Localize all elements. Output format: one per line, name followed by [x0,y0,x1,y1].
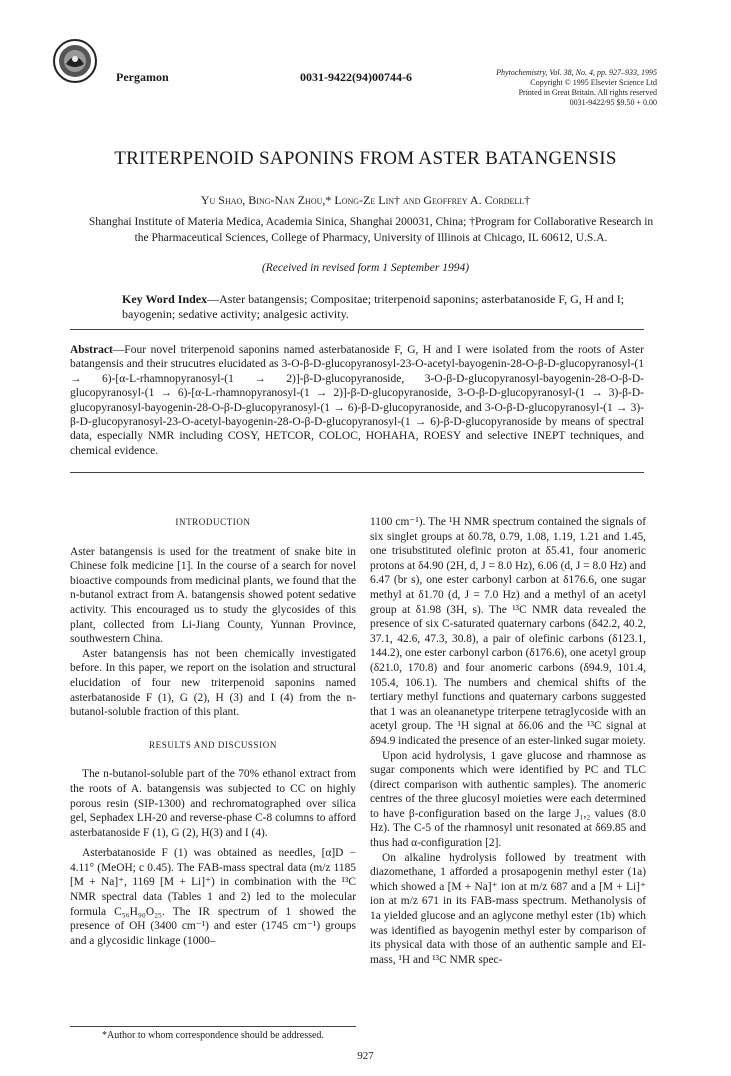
journal-price: 0031-9422/95 $9.50 + 0.00 [569,98,657,107]
journal-citation: Phytochemistry, Vol. 38, No. 4, pp. 927–933, 1995 [496,68,657,77]
doi-code: 0031-9422(94)00744-6 [300,70,412,84]
pergamon-logo [52,38,98,84]
right-paragraph-1: 1100 cm⁻¹). The ¹H NMR spectrum contained the signals of six singlet groups at δ0.78, 0.79, 1.08, 1.19, 1.21 and 1.45, one trisubstituted olefinic proton at δ5.41, four anomeric protons at δ4.90 (2H, d, J = 8.0 Hz), 6.06 (d, J = 8.0 Hz) and 6.47 (br s), one ester carbonyl carbon at δ176.6, one sugar methyl at δ1.70 (d, J = 7.0 Hz) and a methyl of an acetyl group at δ1.98 (3H, s). The ¹³C NMR data revealed the presence of six C-saturated quaternary carbons (δ42.2, 40.2, 37.1, 42.6, 47.3, 30.8), a pair of olefinic carbons (δ123.1, 144.2), one ester carbonyl carbon (δ176.6), one acetyl group (δ21.0, 170.8) and four anomeric carbons (δ94.9, 101.4, 105.4, 106.1). The numbers and chemical shifts of the tertiary methyl functions and quaternary carbons suggested that 1 was an oleananetype triterpene tetraglycoside with an acetyl group. The ¹H signal at δ6.06 and the ¹³C signal at δ94.9 indicated the presence of an ester-linked sugar moiety. [370,516,646,747]
affiliation: Shanghai Institute of Materia Medica, Academia Sinica, Shanghai 200031, China; †Program for Collaborative Research in the Pharmaceutical Sciences, College of Pharmacy, University of Illinois at Chicago, IL 60612, U.S.A. [88,216,654,244]
article-title: TRITERPENOID SAPONINS FROM ASTER BATANGENSIS [114,148,617,169]
introduction-heading: INTRODUCTION [175,517,251,527]
keywords-label: Key Word Index [122,292,208,306]
abstract-label: Abstract [70,344,113,356]
abstract-top-rule [70,329,644,330]
received-date: (Received in revised form 1 September 1994) [261,262,470,274]
abstract [70,343,644,458]
footnote: *Author to whom correspondence should be addressed. [102,1030,324,1041]
author-list: Yu Shao, Bing-Nan Zhou,* Long-Ze Lin† and Geoffrey A. Cordell† [200,193,531,207]
footnote-rule [70,1026,356,1027]
journal-info [437,68,657,108]
abstract-bottom-rule [70,472,644,473]
publisher-name: Pergamon [116,70,169,84]
right-paragraph-2: Upon acid hydrolysis, 1 gave glucose and rhamnose as sugar components which were identified by PC and TLC (direct comparison with authentic samples). The anomeric centres of the three glucosyl moieties were each determined to have β-configuration based on the large J₁,₂ values (8.0 Hz). The C-5 of the rhamnosyl unit resonated at δ69.85 and thus had α-configuration [2]. [370,749,646,850]
right-paragraph-3: On alkaline hydrolysis followed by treatment with diazomethane, 1 afforded a prosapogenin methyl ester (1a) which showed a [M + Na]⁺ ion at m/z 687 and a [M + Li]⁺ ion at m/z 671 in its FAB-mass spectrum. Methanolysis of 1a yielded glucose and an aglycone methyl ester (1b) which was identified as bayogenin methyl ester by comparison of its physical data with those of an authentic sample and EI-mass, ¹H and ¹³C NMR spec- [370,851,646,966]
left-column [70,515,356,948]
results-heading: RESULTS AND DISCUSSION [149,739,277,750]
page-number: 927 [357,1050,374,1062]
results-paragraph-2: Asterbatanoside F (1) was obtained as needles, [α]D − 4.11° (MeOH; c 0.45). The FAB-mass spectral data (m/z 1185 [M + Na]⁺, 1169 [M + Li]⁺) in combination with the ¹³C NMR spectral data (Tables 1 and 2) led to the molecular formula C₅₆H₉₀O₂₅. The IR spectrum of 1 showed the presence of OH (3400 cm⁻¹) and ester (1745 cm⁻¹) groups and a glycosidic linkage (1000– [70,847,356,947]
journal-copyright: Copyright © 1995 Elsevier Science Ltd [530,78,657,87]
results-paragraph-1: The n-butanol-soluble part of the 70% ethanol extract from the roots of A. batangensis was subjected to CC on highly porous resin (SIP-1300) and rechromatographed over silica gel, Sephadex LH-20 and reverse-phase C-8 columns to afford asterbatanoside F (1), G (2), H(3) and I (4). [70,768,356,839]
intro-paragraph-1: Aster batangensis is used for the treatment of snake bite in Chinese folk medicine [1]. In the course of a search for novel bioactive compounds from medicinal plants, we found that the n-butanol extract from A. batangensis showed potent sedative activity. This encouraged us to study the glycosides of this plant, collected from Li-Jiang County, Yunnan Province, southwestern China. [70,545,356,646]
keywords-text: —Aster batangensis; Compositae; triterpenoid saponins; asterbatanoside F, G, H and I; bayogenin; sedative activity; analgesic activity. [122,292,625,321]
abstract-text: —Four novel triterpenoid saponins named asterbatanoside F, G, H and I were isolated from the roots of Aster batangensis and their strucutres elucidated as 3-O-β-D-glucopyranosyl-23-O-acetyl-bayogenin-28-O-β-D-glucopyranosyl-(1 → 6)-[α-L-rhamnopyranosyl-(1 → 2)]-β-D-glucopyranoside, 3-O-β-D-glucopyranosyl-bayogenin-28-O-β-D-glucopyranosyl-(1 → 6)-[α-L-rhamnopyranosyl-(1 → 2)]-β-D-glucopyranoside, 3-O-β-D-glucopyranosyl-(1 → 3)-β-D-glucopyranosyl-bayogenin-28-O-β-D-glucopyranosyl-(1 → 6)-β-D-glucopyranoside, and 3-O-β-D-glucopyranosyl-(1 → 3)-β-D-glucopyranosyl-23-O-acetyl-bayogenin-28-O-β-D-glucopyranosyl-(1 → 6)-β-D-glucopyranoside by means of spectral data, especially NMR including COSY, HETCOR, COLOC, HOHAHA, ROESY and selective INEPT techniques, and chemical evidence. [70,344,644,457]
right-column [370,515,646,967]
intro-paragraph-2: Aster batangensis has not been chemically investigated before. In this paper, we report on the isolation and structural elucidation of four new triterpenoid saponins named asterbatanoside F (1), G (2), H (3) and I (4) from the n-butanol-soluble fraction of this plant. [70,647,356,719]
journal-printed: Printed in Great Britain. All rights reserved [518,88,657,97]
key-word-index [122,292,634,322]
